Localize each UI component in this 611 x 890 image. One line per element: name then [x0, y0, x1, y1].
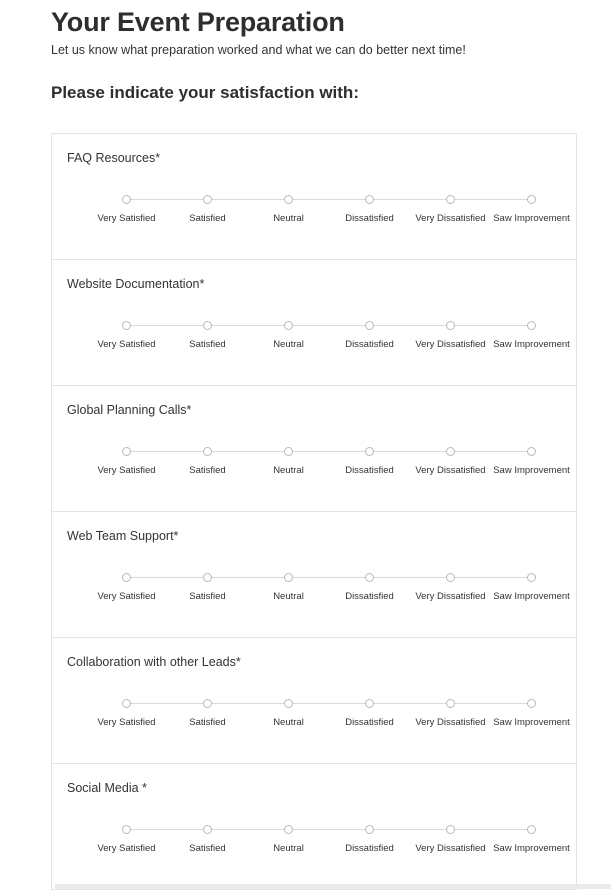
- radio-circle-icon[interactable]: [365, 825, 374, 834]
- scale-option[interactable]: [86, 321, 167, 351]
- radio-circle-icon[interactable]: [365, 573, 374, 582]
- scale-option[interactable]: [491, 825, 572, 855]
- questions-list: [51, 133, 577, 890]
- question-label: Global Planning Calls*: [67, 403, 192, 417]
- satisfaction-scale: [86, 699, 572, 729]
- section-heading: Please indicate your satisfaction with:: [51, 83, 359, 102]
- page-subtitle: Let us know what preparation worked and what we can do better next time!: [51, 43, 466, 57]
- scale-option-label: Saw Improvement: [493, 213, 570, 224]
- radio-circle-icon[interactable]: [284, 321, 293, 330]
- question-label: FAQ Resources*: [67, 151, 161, 165]
- scale-option[interactable]: [248, 321, 329, 351]
- scale-option[interactable]: [491, 195, 572, 225]
- scale-option[interactable]: [491, 321, 572, 351]
- scale-option-label: Dissatisfied: [345, 843, 394, 854]
- scale-option-label: Very Satisfied: [97, 717, 156, 728]
- radio-circle-icon[interactable]: [284, 447, 293, 456]
- scale-option-label: Satisfied: [189, 843, 226, 854]
- scale-option-label: Saw Improvement: [493, 465, 570, 476]
- radio-circle-icon[interactable]: [527, 195, 536, 204]
- scale-option-label: Very Dissatisfied: [415, 717, 486, 728]
- scale-option-label: Very Satisfied: [97, 465, 156, 476]
- radio-circle-icon[interactable]: [203, 321, 212, 330]
- scale-option-label: Dissatisfied: [345, 465, 394, 476]
- scale-option[interactable]: [248, 573, 329, 603]
- scale-option[interactable]: [329, 573, 410, 603]
- scale-option-label: Satisfied: [189, 465, 226, 476]
- radio-circle-icon[interactable]: [365, 321, 374, 330]
- scale-option[interactable]: [167, 447, 248, 477]
- scale-option-label: Saw Improvement: [493, 339, 570, 350]
- question-card: [51, 763, 577, 890]
- scale-option-label: Saw Improvement: [493, 843, 570, 854]
- scale-option-label: Neutral: [273, 213, 304, 224]
- satisfaction-scale: [86, 447, 572, 477]
- radio-circle-icon[interactable]: [446, 195, 455, 204]
- question-card: [51, 385, 577, 512]
- scale-option-label: Dissatisfied: [345, 591, 394, 602]
- scale-option[interactable]: [329, 195, 410, 225]
- scale-option[interactable]: [248, 447, 329, 477]
- radio-circle-icon[interactable]: [122, 699, 131, 708]
- scale-option-label: Satisfied: [189, 213, 226, 224]
- scale-option[interactable]: [86, 195, 167, 225]
- radio-circle-icon[interactable]: [284, 195, 293, 204]
- scale-option-label: Dissatisfied: [345, 717, 394, 728]
- radio-circle-icon[interactable]: [203, 447, 212, 456]
- scale-option-label: Saw Improvement: [493, 717, 570, 728]
- scale-option[interactable]: [410, 447, 491, 477]
- scale-option[interactable]: [248, 825, 329, 855]
- scale-option[interactable]: [491, 447, 572, 477]
- satisfaction-scale: [86, 195, 572, 225]
- scale-option[interactable]: [248, 195, 329, 225]
- satisfaction-scale: [86, 825, 572, 855]
- radio-circle-icon[interactable]: [122, 195, 131, 204]
- scale-option[interactable]: [86, 699, 167, 729]
- scale-option[interactable]: [167, 825, 248, 855]
- radio-circle-icon[interactable]: [446, 699, 455, 708]
- radio-circle-icon[interactable]: [203, 825, 212, 834]
- question-card: [51, 259, 577, 386]
- scale-option-label: Very Dissatisfied: [415, 339, 486, 350]
- radio-circle-icon[interactable]: [122, 321, 131, 330]
- scale-option[interactable]: [167, 573, 248, 603]
- scale-option[interactable]: [86, 573, 167, 603]
- radio-circle-icon[interactable]: [122, 573, 131, 582]
- satisfaction-scale: [86, 321, 572, 351]
- radio-circle-icon[interactable]: [446, 573, 455, 582]
- radio-circle-icon[interactable]: [446, 825, 455, 834]
- question-label: Social Media *: [67, 781, 147, 795]
- page-title: Your Event Preparation: [51, 7, 345, 37]
- scale-option-label: Satisfied: [189, 591, 226, 602]
- scale-option[interactable]: [248, 699, 329, 729]
- scale-option[interactable]: [329, 699, 410, 729]
- scale-option-label: Very Dissatisfied: [415, 465, 486, 476]
- radio-circle-icon[interactable]: [446, 447, 455, 456]
- scale-option-label: Very Satisfied: [97, 843, 156, 854]
- scale-option[interactable]: [329, 825, 410, 855]
- radio-circle-icon[interactable]: [527, 825, 536, 834]
- radio-circle-icon[interactable]: [203, 699, 212, 708]
- radio-circle-icon[interactable]: [527, 321, 536, 330]
- scale-option-label: Saw Improvement: [493, 591, 570, 602]
- scale-option-label: Very Satisfied: [97, 213, 156, 224]
- question-label: Web Team Support*: [67, 529, 179, 543]
- scale-option[interactable]: [491, 699, 572, 729]
- radio-circle-icon[interactable]: [122, 825, 131, 834]
- scale-option-label: Neutral: [273, 843, 304, 854]
- scale-option-label: Very Satisfied: [97, 339, 156, 350]
- radio-circle-icon[interactable]: [365, 195, 374, 204]
- radio-circle-icon[interactable]: [527, 447, 536, 456]
- scale-option-label: Satisfied: [189, 717, 226, 728]
- scale-option[interactable]: [410, 699, 491, 729]
- scale-option-label: Very Satisfied: [97, 591, 156, 602]
- question-card: [51, 511, 577, 638]
- scale-option[interactable]: [167, 195, 248, 225]
- scale-option[interactable]: [491, 573, 572, 603]
- scale-option-label: Neutral: [273, 339, 304, 350]
- scale-option-label: Dissatisfied: [345, 339, 394, 350]
- question-label: Website Documentation*: [67, 277, 205, 291]
- scale-option[interactable]: [410, 195, 491, 225]
- scale-option-label: Neutral: [273, 717, 304, 728]
- scale-option[interactable]: [410, 573, 491, 603]
- scale-option[interactable]: [167, 321, 248, 351]
- scale-option-label: Neutral: [273, 465, 304, 476]
- scale-option[interactable]: [410, 825, 491, 855]
- radio-circle-icon[interactable]: [365, 699, 374, 708]
- scale-option[interactable]: [86, 825, 167, 855]
- radio-circle-icon[interactable]: [527, 699, 536, 708]
- scale-option-label: Neutral: [273, 591, 304, 602]
- scale-option[interactable]: [329, 447, 410, 477]
- scale-option[interactable]: [167, 699, 248, 729]
- question-card: [51, 133, 577, 260]
- scale-option-label: Very Dissatisfied: [415, 843, 486, 854]
- radio-circle-icon[interactable]: [203, 573, 212, 582]
- radio-circle-icon[interactable]: [365, 447, 374, 456]
- radio-circle-icon[interactable]: [122, 447, 131, 456]
- radio-circle-icon[interactable]: [284, 573, 293, 582]
- radio-circle-icon[interactable]: [284, 699, 293, 708]
- radio-circle-icon[interactable]: [284, 825, 293, 834]
- question-label: Collaboration with other Leads*: [67, 655, 241, 669]
- radio-circle-icon[interactable]: [446, 321, 455, 330]
- next-section-edge: [55, 884, 611, 889]
- scale-option-label: Very Dissatisfied: [415, 213, 486, 224]
- satisfaction-scale: [86, 573, 572, 603]
- scale-option[interactable]: [329, 321, 410, 351]
- scale-option-label: Dissatisfied: [345, 213, 394, 224]
- radio-circle-icon[interactable]: [203, 195, 212, 204]
- scale-option-label: Very Dissatisfied: [415, 591, 486, 602]
- radio-circle-icon[interactable]: [527, 573, 536, 582]
- question-card: [51, 637, 577, 764]
- scale-option[interactable]: [410, 321, 491, 351]
- scale-option[interactable]: [86, 447, 167, 477]
- scale-option-label: Satisfied: [189, 339, 226, 350]
